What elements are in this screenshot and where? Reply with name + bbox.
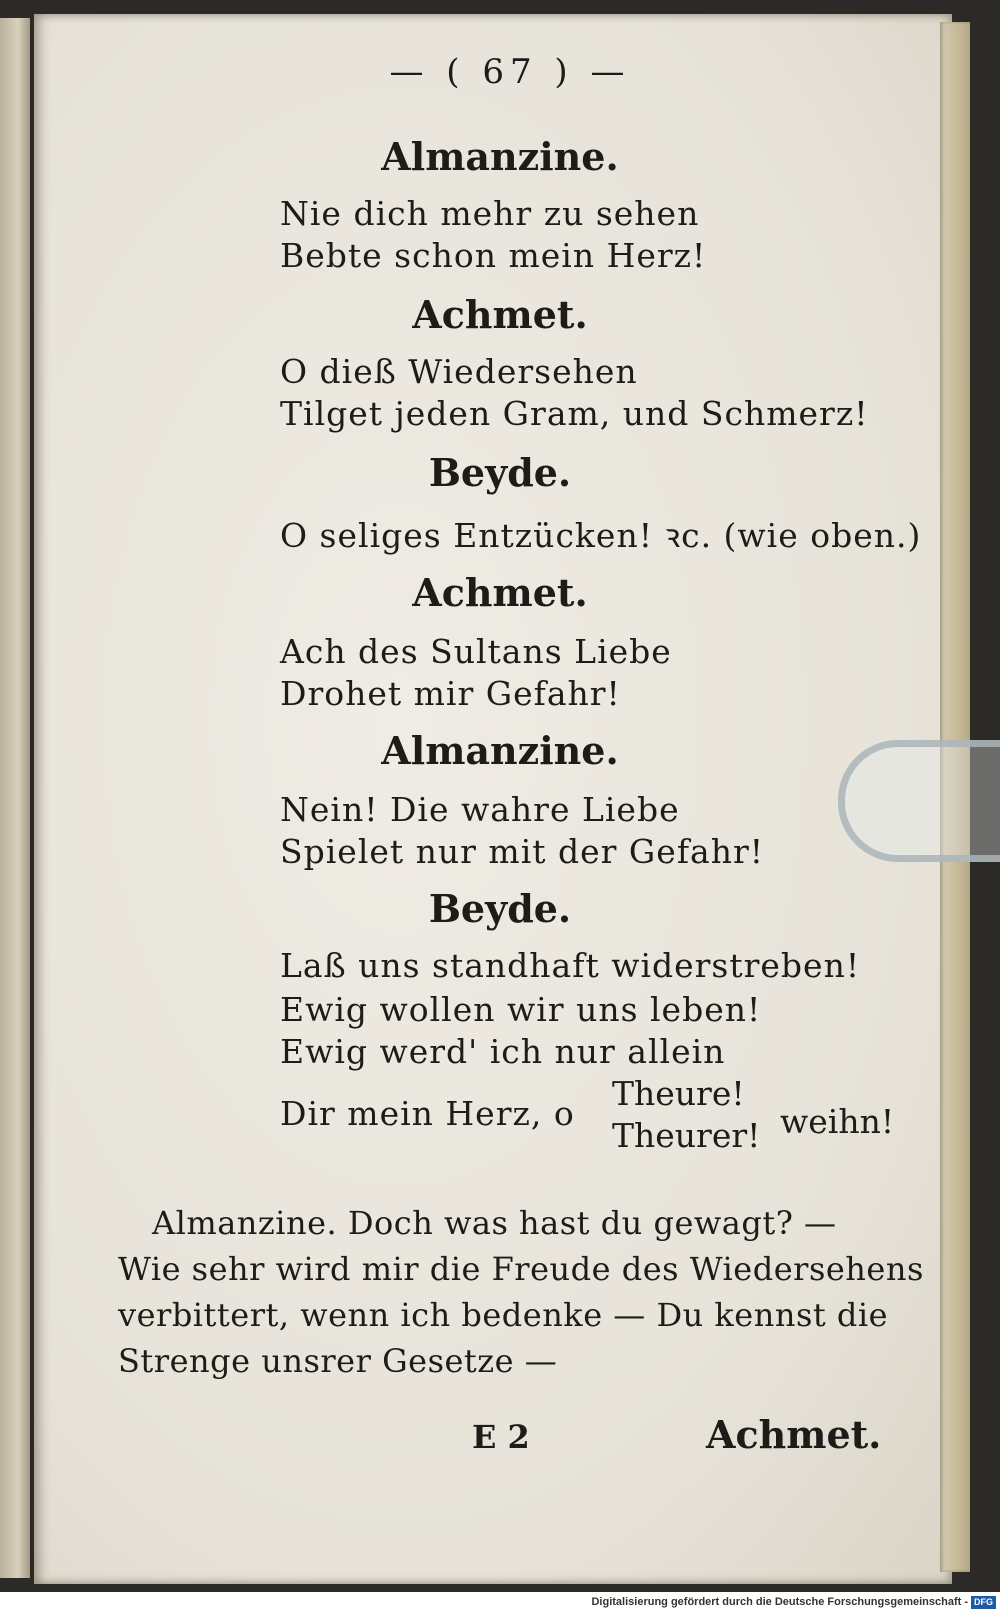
page-number: — ( 67 ) — xyxy=(389,52,631,92)
page-clip xyxy=(838,740,1000,862)
speaker-almanzine-1: Almanzine. xyxy=(381,134,619,179)
verse-line: Drohet mir Gefahr! xyxy=(280,674,621,713)
prose-line: Strenge unsrer Gesetze — xyxy=(118,1342,558,1380)
verse-line: Nie dich mehr zu sehen xyxy=(280,194,700,233)
credit-text: Digitalisierung gefördert durch die Deutsche Forschungsgemeinschaft - xyxy=(591,1596,968,1608)
speaker-achmet-1: Achmet. xyxy=(412,292,588,337)
verse-line: Ewig werd' ich nur allein xyxy=(280,1032,726,1071)
verse-line: Bebte schon mein Herz! xyxy=(280,236,707,275)
digitization-credit xyxy=(0,1592,1000,1612)
previous-page-edge xyxy=(0,18,30,1578)
verse-line: Nein! Die wahre Liebe xyxy=(280,790,680,829)
verse-line: Spielet nur mit der Gefahr! xyxy=(280,832,765,871)
speaker-beyde-2: Beyde. xyxy=(428,886,572,931)
verse-line-final-end: weihn! xyxy=(780,1102,895,1141)
verse-line: O seliges Entzücken! ꝛc. (wie oben.) xyxy=(280,516,922,555)
dfg-logo-icon: DFG xyxy=(971,1596,996,1609)
speaker-beyde-1: Beyde. xyxy=(428,450,572,495)
catchword: Achmet. xyxy=(706,1412,882,1457)
prose-line: Almanzine. Doch was hast du gewagt? — xyxy=(152,1204,837,1242)
verse-line: Ach des Sultans Liebe xyxy=(280,632,672,671)
verse-option-masculine: Theurer! xyxy=(612,1116,761,1155)
verse-line: O dieß Wiedersehen xyxy=(280,352,638,391)
prose-line: verbittert, wenn ich bedenke — Du kennst die xyxy=(118,1296,889,1334)
verse-line: Ewig wollen wir uns leben! xyxy=(280,990,762,1029)
prose-line: Wie sehr wird mir die Freude des Wiedersehens xyxy=(118,1250,924,1288)
signature-mark: E 2 xyxy=(472,1418,530,1456)
speaker-achmet-2: Achmet. xyxy=(412,570,588,615)
speaker-almanzine-2: Almanzine. xyxy=(381,728,619,773)
verse-option-feminine: Theure! xyxy=(612,1074,745,1113)
verse-line: Laß uns standhaft widerstreben! xyxy=(280,946,861,985)
verse-line-final-start: Dir mein Herz, o xyxy=(280,1094,575,1133)
verse-line: Tilget jeden Gram, und Schmerz! xyxy=(280,394,869,433)
